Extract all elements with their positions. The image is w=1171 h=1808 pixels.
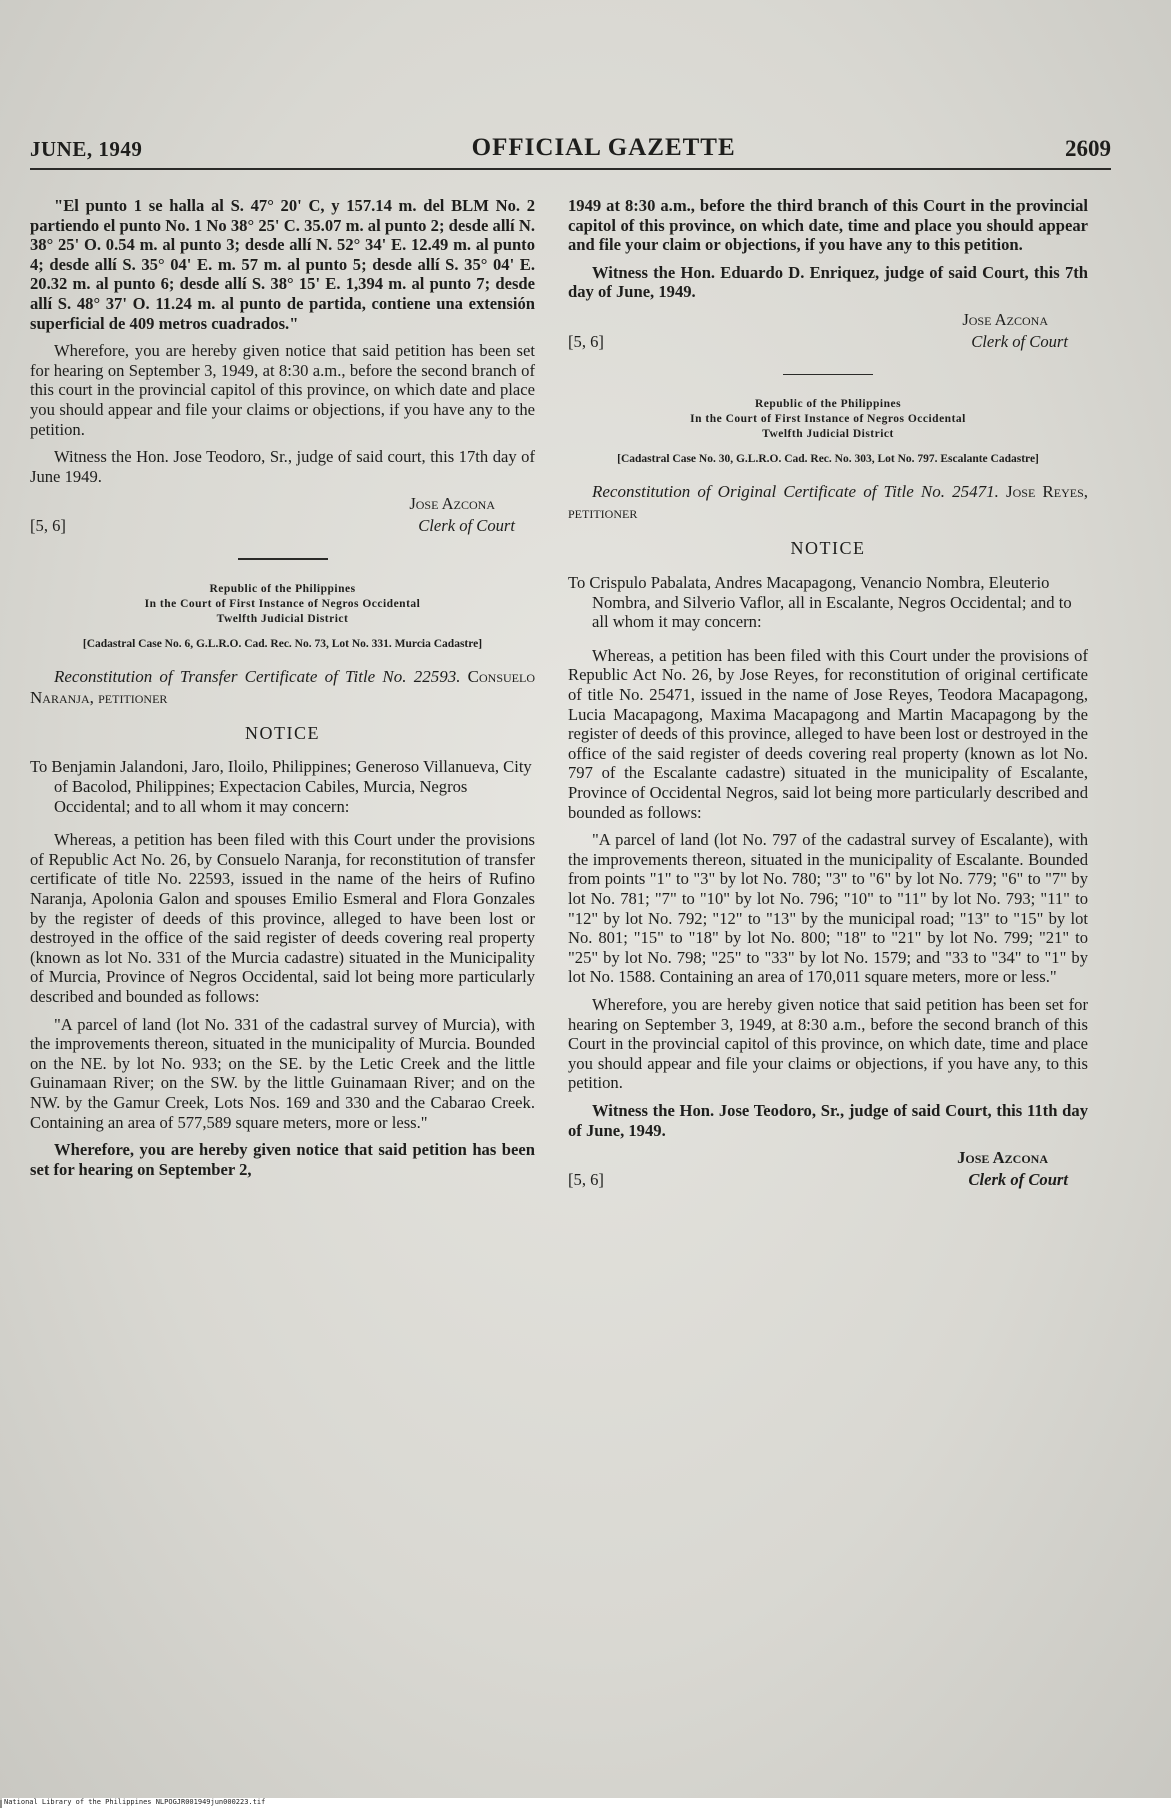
witness-paragraph: Witness the Hon. Eduardo D. Enriquez, judge of said Court, this 7th day of June, 1949.	[568, 262, 1088, 302]
signature-block	[30, 494, 535, 538]
publication-title: OFFICIAL GAZETTE	[471, 134, 736, 161]
addressees: To Benjamin Jalandoni, Jaro, Iloilo, Philippines; Generoso Villanueva, City of Bacolod, Philippines; Expectacion Cabiles, Murcia, Negros Occidental; and to all whom it may concern:	[30, 757, 532, 816]
wherefore-paragraph: Wherefore, you are hereby given notice that said petition has been set for hearing on September 3, 1949, at 8:30 a.m., before the second branch of this court in the provincial capitol of this province, on which date and place you should appear and file your claims or objections, if you have any to the petition.	[30, 341, 535, 439]
page-header	[30, 128, 1111, 162]
addressees: To Crispulo Pabalata, Andres Macapagong, Venancio Nombra, Eleuterio Nombra, and Silverio Vaflor, all in Escalante, Negros Occidental; and to all whom it may concern:	[568, 573, 1072, 632]
parcel-description: "A parcel of land (lot No. 331 of the cadastral survey of Murcia), with the improvements thereon, situated in the municipality of Murcia. Bounded on the NE. by lot No. 933; on the SE. by the Letic Creek and the little Guinamaan River; on the SW. by the little Guinamaan River; and on the NW. by the Gamur Creek, Lots Nos. 169 and 330 and the Cabarao Creek. Containing an area of 577,589 square meters, more or less."	[30, 1014, 535, 1132]
court-district: Twelfth Judicial District	[216, 612, 349, 625]
court-district: Twelfth Judicial District	[762, 428, 894, 441]
reconstitution-subject: Reconstitution of Original Certificate of Title No. 25471.	[592, 482, 999, 502]
reconstitution-subject: Reconstitution of Transfer Certificate of Title No. 22593.	[54, 666, 461, 686]
case-reference: [Cadastral Case No. 30, G.L.R.O. Cad. Rec. No. 303, Lot No. 797. Escalante Cadastre]	[617, 453, 1039, 466]
court-heading	[568, 397, 1088, 442]
court-name: In the Court of First Instance of Negros Occidental	[690, 413, 966, 426]
witness-paragraph-2: Witness the Hon. Jose Teodoro, Sr., judge of said Court, this 11th day of June, 1949.	[568, 1100, 1088, 1140]
whereas-paragraph: Whereas, a petition has been filed with this Court under the provisions of Republic Act No. 26, by Jose Reyes, for reconstitution of original certificate of title No. 25471, issued in the name of Jose Reyes, Teodora Macapagong, Lucia Macapagong, Maxima Macapagong and Martin Macapagong by the register of deeds of this province, alleged to have been lost or destroyed in the office of the said register of deeds covering real property (known as lot No. 797 of the Escalante cadastre) situated in the municipality of Escalante, Province of Occidental Negros, said lot being more particularly described and bounded as follows:	[568, 645, 1088, 822]
continued-paragraph: 1949 at 8:30 a.m., before the third branch of this Court in the provincial capitol of this province, on which date, time and place you should appear and file your claim or objections, if you have any to this petition.	[568, 196, 1088, 255]
section-divider	[783, 374, 873, 376]
witness-paragraph: Witness the Hon. Jose Teodoro, Sr., judge of said court, this 17th day of June 1949.	[30, 447, 535, 486]
petitioner: Consuelo Naranja, petitioner	[30, 666, 536, 707]
wherefore-paragraph: Wherefore, you are hereby given notice that said petition has been set for hearing on September 3, 1949, at 8:30 a.m., before the second branch of this Court in the provincial capitol of this province, on which date, time and place you should appear and file your claims or objections, if you have any, to this petition.	[568, 994, 1088, 1093]
notice-heading: NOTICE	[245, 722, 320, 743]
wherefore-continued: Wherefore, you are hereby given notice that said petition has been set for hearing on September 2,	[30, 1140, 535, 1179]
signatory-name: Jose Azcona	[962, 309, 1048, 329]
court-name: In the Court of First Instance of Negros Occidental	[144, 597, 421, 610]
reconstitution-title	[30, 666, 535, 708]
signatory-name: Jose Azcona	[957, 1148, 1048, 1168]
signatory-title: Clerk of Court	[971, 331, 1068, 351]
parcel-description: "A parcel of land (lot No. 797 of the cadastral survey of Escalante), with the improvements thereon, situated in the municipality of Escalante. Bounded from points "1" to "3" by lot No. 780; "3" to "6" by lot No. 779; "6" to "7" by lot No. 781; "7" to "10" by lot No. 796; "10" to "11" by lot No. 793; "11" to "12" by lot No. 792; "12" to "13" by the municipal road; "13" to "15" by lot No. 801; "15" to "18" by lot No. 800; "18" to "21" by lot No. 799; "21" to "25" by lot No. 798; "25" to "33" by lot No. 1579; and "33 to "34" to "1" by lot No. 1588. Containing an area of 170,011 square meters, more or less."	[568, 830, 1088, 987]
issue-date: JUNE, 1949	[30, 137, 143, 161]
whereas-paragraph: Whereas, a petition has been filed with this Court under the provisions of Republic Act No. 26, by Consuelo Naranja, for reconstitution of transfer certificate of title No. 22593, issued in the name of the heirs of Rufino Naranja, Apolonia Galon and spouses Emilio Esmeral and Flora Gonzales by the register of deeds of this province, alleged to have been lost or destroyed in the office of the said register of deeds covering real property (known as lot No. 331 of the Murcia cadastre) situated in the Municipality of Murcia, Province of Negros Occidental, said lot being more particularly described and bounded as follows:	[30, 830, 535, 1006]
scan-footer: National Library of the Philippines NLPOGJR001949jun000223.tif	[2, 1798, 1171, 1808]
spanish-description: "El punto 1 se halla al S. 47° 20' C, y 157.14 m. del BLM No. 2 partiendo el punto No. 1 No 38° 25' C. 35.07 m. al punto 2; desde allí N. 38° 25' O. 0.54 m. al punto 3; desde allí N. 52° 34' E. 12.49 m. al punto 4; desde allí S. 35° 04' E. m. 57 m. al punto 5; desde allí S. 35° 04' E. 20.32 m. al punto 6; desde allí S. 38° 15' E. 1,394 m. al punto 7; desde allí S. 48° 37' O. 11.24 m. al punto de partida, contiene una extensión superficial de 409 metros cuadrados."	[30, 196, 535, 333]
section-divider	[238, 558, 328, 560]
header-rule	[30, 168, 1111, 170]
signatory-title: Clerk of Court	[968, 1170, 1068, 1190]
court-republic: Republic of the Philippines	[209, 582, 356, 595]
court-republic: Republic of the Philippines	[754, 398, 902, 411]
signature-block-2	[568, 1148, 1088, 1192]
page-number: 2609	[1064, 136, 1111, 161]
signatory-title: Clerk of Court	[418, 516, 515, 536]
court-heading	[30, 582, 535, 627]
signature-block	[568, 310, 1088, 354]
issue-reference: [5, 6]	[30, 516, 66, 536]
right-column	[568, 196, 1088, 1192]
left-column	[30, 196, 535, 1187]
notice-heading: NOTICE	[790, 538, 866, 559]
case-reference: [Cadastral Case No. 6, G.L.R.O. Cad. Rec. No. 73, Lot No. 331. Murcia Cadastre]	[82, 637, 483, 650]
reconstitution-title	[568, 481, 1088, 523]
signatory-name: Jose Azcona	[409, 494, 495, 514]
issue-reference: [5, 6]	[568, 331, 604, 351]
petitioner: Jose Reyes, petitioner	[568, 482, 1088, 523]
issue-reference: [5, 6]	[568, 1170, 604, 1190]
